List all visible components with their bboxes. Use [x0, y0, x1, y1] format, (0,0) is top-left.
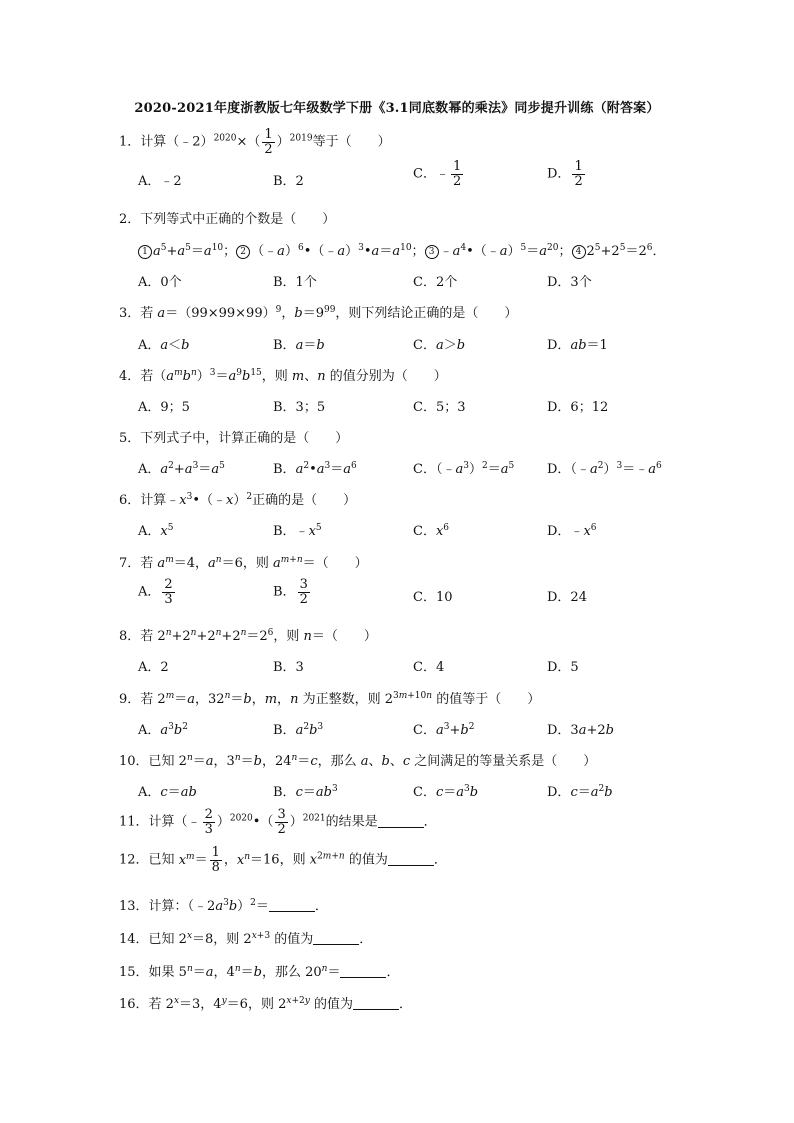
- q10-option-d[interactable]: D．$c=a^2b$: [547, 784, 613, 800]
- q7-option-b[interactable]: B． $\frac{3}{2}$: [273, 577, 308, 607]
- page-title: 2020-2021年度浙教版七年级数学下册《3.1同底数幂的乘法》同步提升训练（附答案）: [134, 101, 660, 116]
- answer-blank-15[interactable]: [340, 965, 386, 978]
- question-10: 10．已知 $2^n=a$，$3^n=b$，$24^n=c$，那么 a、b、c 之间满足的等量关系是（ ）: [119, 753, 597, 769]
- q9-option-b[interactable]: B．$a^2b^3$: [273, 722, 324, 738]
- q5-option-d[interactable]: D．$(﹣a^2)^3=﹣a^6$: [547, 461, 662, 477]
- q3-option-a[interactable]: A．a＜b: [138, 338, 190, 353]
- q5-option-a[interactable]: A．$a^2+a^3=a^5$: [138, 461, 225, 477]
- q1-option-d[interactable]: D． $\frac{1}{2}$: [547, 159, 583, 189]
- answer-blank-12[interactable]: [388, 853, 434, 866]
- q10-option-c[interactable]: C．$c=a^3b$: [413, 784, 479, 800]
- q7-option-a[interactable]: A． $\frac{2}{3}$: [138, 577, 173, 607]
- q3-option-c[interactable]: C．a＞b: [413, 338, 466, 353]
- question-14: 14．已知 $2^x=8$，则 $2^{x+3}$ 的值为 ．: [119, 931, 373, 947]
- q7-option-d[interactable]: D．24: [547, 590, 587, 605]
- q4-option-c[interactable]: C．5；3: [413, 400, 466, 415]
- q7-option-c[interactable]: C．10: [413, 590, 453, 605]
- answer-blank-13[interactable]: [269, 899, 315, 912]
- question-13: 13．计算：$(﹣2a^3b)^2=$ ．: [119, 898, 328, 914]
- question-1: 1．计算（﹣2）$^{2020}$×（ $\frac{1}{2}$ ）$^{2019}$等于（ ）: [119, 127, 391, 157]
- answer-blank-14[interactable]: [313, 932, 359, 945]
- question-7: 7．若 $a^m=4$，$a^n=6$，则 $a^{m+n}=$（ ）: [119, 555, 368, 571]
- question-15: 15．如果 $5^n=a$，$4^n=b$，那么 $20^n=$ ．: [119, 964, 400, 980]
- q2-option-d[interactable]: D．3个: [547, 275, 592, 290]
- q3-option-d[interactable]: D．ab＝1: [547, 338, 608, 353]
- question-11: 11．计算（﹣ $\frac{2}{3}$ ）$^{2020}$•（ $\frac{3}{2}$ ）$^{2021}$的结果是 ．: [119, 807, 437, 837]
- q8-option-c[interactable]: C．4: [413, 660, 445, 675]
- question-2: 2．下列等式中正确的个数是（ ）: [119, 212, 336, 227]
- answer-blank-11[interactable]: [378, 815, 424, 828]
- question-4: 4．若$(a^mb^n)^3=a^9b^{15}$，则 m、n 的值分别为（ ）: [119, 368, 447, 384]
- question-3: 3．若 $a=(99\times 99\times 99)^9$，$b=9^{99}$，则下列结论正确的是（ ）: [119, 305, 518, 321]
- question-12: 12．已知 $x^m=$ $\frac{1}{8}$ ，$x^n=16$，则 $x^{2m+n}$ 的值为 ．: [119, 845, 447, 875]
- q3-option-b[interactable]: B．a＝b: [273, 338, 325, 353]
- q6-option-b[interactable]: B．$﹣x^5$: [273, 523, 322, 539]
- question-9: 9．若 $2^m=a$，$32^n=b$，m，n 为正整数，则 $2^{3m+10n}$ 的值等于（ ）: [119, 691, 541, 707]
- question-5: 5．下列式子中，计算正确的是（ ）: [119, 431, 349, 446]
- q2-equations: 1 $a^5+a^5=a^{10}$； 2 $(﹣a)^6•(﹣a)^3•a=a^{10}$； 3 $﹣a^4•(﹣a)^5=a^{20}$； 4 $2^5+2^5=2^6$．: [138, 240, 665, 259]
- q10-option-b[interactable]: B．$c=ab^3$: [273, 784, 338, 800]
- q1-option-c[interactable]: C．﹣ $\frac{1}{2}$: [413, 159, 462, 189]
- q9-option-d[interactable]: D．3a+2b: [547, 723, 614, 738]
- question-8: 8．若 $2^n+2^n+2^n+2^n=2^6$，则 n＝（ ）: [119, 628, 377, 644]
- q1-option-a[interactable]: A．﹣2: [138, 174, 182, 189]
- q2-option-c[interactable]: C．2个: [413, 275, 458, 290]
- q5-option-b[interactable]: B．$a^2•a^3=a^6$: [273, 461, 357, 477]
- question-6: 6．计算$﹣x^3•(﹣x)^2$正确的是（ ）: [119, 492, 357, 508]
- q1-option-b[interactable]: B．2: [273, 174, 304, 189]
- q6-option-c[interactable]: C．$x^6$: [413, 523, 450, 539]
- q6-option-a[interactable]: A．$x^5$: [138, 523, 174, 539]
- q9-option-a[interactable]: A．$a^3b^2$: [138, 722, 188, 738]
- q4-option-a[interactable]: A．9；5: [138, 400, 190, 415]
- q8-option-b[interactable]: B．3: [273, 660, 304, 675]
- q4-option-b[interactable]: B．3；5: [273, 400, 326, 415]
- q8-option-d[interactable]: D．5: [547, 660, 579, 675]
- q10-option-a[interactable]: A．c＝ab: [138, 785, 197, 800]
- q9-option-c[interactable]: C．$a^3+b^2$: [413, 722, 475, 738]
- question-16: 16．若 $2^x=3$，$4^y=6$，则 $2^{x+2y}$ 的值为 ．: [119, 996, 412, 1012]
- q2-option-a[interactable]: A．0个: [138, 275, 182, 290]
- q6-option-d[interactable]: D．$﹣x^6$: [547, 523, 597, 539]
- answer-blank-16[interactable]: [353, 997, 399, 1010]
- q5-option-c[interactable]: C．$(﹣a^3)^2=a^5$: [413, 461, 515, 477]
- q2-option-b[interactable]: B．1个: [273, 275, 317, 290]
- q8-option-a[interactable]: A．2: [138, 660, 169, 675]
- q4-option-d[interactable]: D．6；12: [547, 400, 609, 415]
